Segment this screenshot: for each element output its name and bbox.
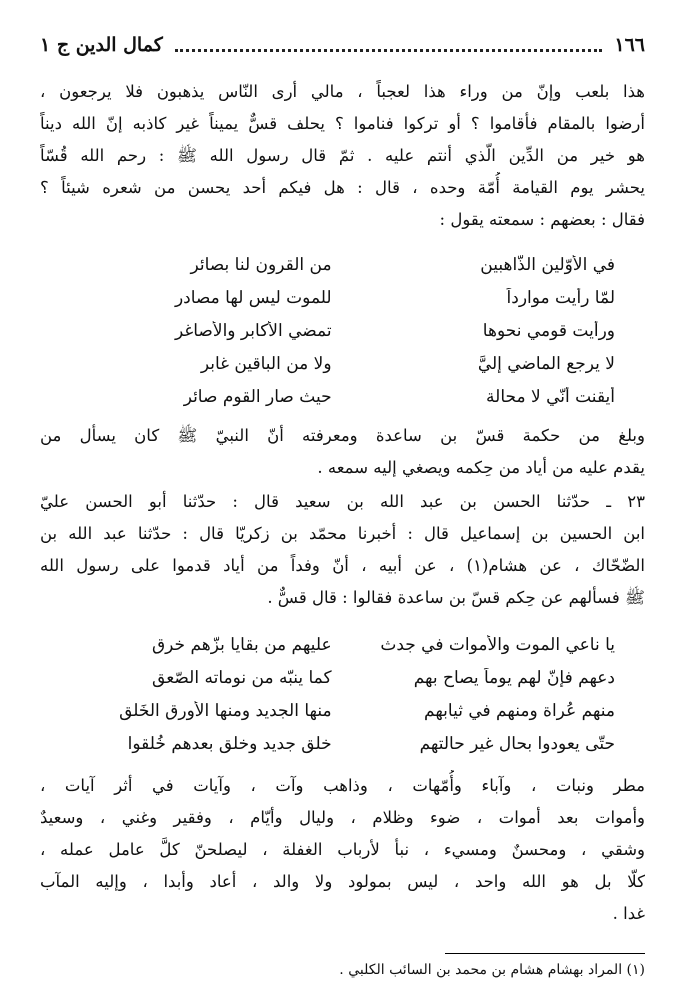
text-line: يقدم عليه من أياد من حِكمه ويصغي إليه سمعه . [317, 458, 645, 477]
verse [70, 380, 615, 413]
poem-2 [70, 628, 615, 760]
verse-first-hemistich: دعهم فإنّ لهم يوماً يصاح بهم [413, 667, 615, 688]
verse-second-hemistich: حيث صار القوم صائر [183, 386, 332, 407]
verse [70, 314, 615, 347]
verse-second-hemistich: ولا من الباقين غابر [200, 353, 332, 374]
text-line: ﷺ فسألهم عن حِكم قسّ بن ساعدة فقالوا : قال قسٌّ . [267, 588, 645, 607]
paragraph-4 [40, 770, 645, 930]
paragraph-2 [40, 420, 645, 484]
verse-first-hemistich: حتّى يعودوا بحال غير حالتهم [419, 733, 615, 754]
verse [70, 727, 615, 760]
poem-1 [70, 248, 615, 413]
verse-first-hemistich: لمّا رأيت موارداً [506, 287, 615, 308]
text-line: فقال : بعضهم : سمعته يقول : [439, 210, 645, 229]
verse-second-hemistich: كما ينبّه من نوماته الصّعق [152, 667, 332, 688]
verse-second-hemistich: تمضي الأكابر والأصاغر [174, 320, 332, 341]
text-line: مطر ونبات ، وآباء وأُمّهات ، وذاهب وآت ، وآيات في أثر آيات ، [40, 776, 645, 795]
verse-first-hemistich: في الأوّلين الذّاهبين [480, 254, 615, 275]
verse-first-hemistich: لا يرجع الماضي إليَّ [477, 353, 615, 374]
text-line: وأموات بعد أموات ، ضوء وظلام ، وليال وأيّام ، وفقير وغني ، وسعيدٌ [40, 808, 645, 827]
verse-first-hemistich: أيقنت أنّي لا محالة [486, 386, 615, 407]
verse [70, 628, 615, 661]
text-line: ٢٣ ـ حدّثنا الحسن بن عبد الله بن سعيد قال : حدّثنا أبو الحسن عليّ [40, 492, 645, 511]
header-dot-leader [175, 39, 603, 52]
text-line: الضّحّاك ، عن هشام(١) ، عن أبيه ، أنّ وفداً من أياد قدموا على رسول الله [40, 556, 645, 575]
text-line: غدا . [612, 904, 645, 923]
page-header [40, 30, 645, 60]
verse [70, 248, 615, 281]
footnote-divider [445, 953, 645, 954]
text-line: ابن الحسين بن إسماعيل قال : أخبرنا محمّد بن زكريّا قال : حدّثنا عبد الله بن [40, 524, 645, 543]
text-line: كلّا بل هو الله واحد ، ليس بمولود ولا والد ، أعاد وأبدا ، وإليه المآب [40, 872, 645, 891]
verse-second-hemistich: للموت ليس لها مصادر [174, 287, 332, 308]
paragraph-1 [40, 76, 645, 236]
text-line: يحشر يوم القيامة أُمّة وحده ، قال : هل فيكم أحد يحسن من شعره شيئاً ؟ [40, 178, 645, 197]
verse-second-hemistich: خلق جديد وخلق بعدهم خُلقوا [127, 733, 332, 754]
verse-second-hemistich: عليهم من بقايا بزّهم خرق [151, 634, 332, 655]
verse [70, 281, 615, 314]
text-line: وبلغ من حكمة قسّ بن ساعدة ومعرفته أنّ النبيّ ﷺ كان يسأل من [40, 426, 645, 445]
text-line: أرضوا بالمقام فأقاموا ؟ أو تركوا فناموا ؟ يحلف قسٌّ يميناً غير كاذبه إنّ الله ديناً [40, 114, 645, 133]
text-line: هو خير من الدِّين الّذي أنتم عليه . ثمّ قال رسول الله ﷺ : رحم الله قُسّاً [40, 146, 645, 165]
verse-second-hemistich: منها الجديد ومنها الأورق الخَلق [119, 700, 332, 721]
page-number: ١٦٦ [614, 34, 645, 56]
verse [70, 694, 615, 727]
text-line: هذا بلعب وإنّ من وراء هذا لعجباً ، مالي أرى النّاس يذهبون فلا يرجعون ، [40, 82, 645, 101]
verse-second-hemistich: من القرون لنا بصائر [190, 254, 332, 275]
verse-first-hemistich: يا ناعي الموت والأموات في جدث [380, 634, 615, 655]
paragraph-3 [40, 486, 645, 614]
verse-first-hemistich: ورأيت قومي نحوها [482, 320, 615, 341]
text-line: وشقي ، ومحسنٌ ومسيء ، نبأ لأرباب الغفلة ، ليصلحنّ كلَّ عامل عمله ، [40, 840, 645, 859]
footnote: (١) المراد بهشام هشام بن محمد بن السائب الكلبي . [339, 962, 645, 978]
verse-first-hemistich: منهم عُراة ومنهم في ثيابهم [424, 700, 615, 721]
verse [70, 661, 615, 694]
book-title: كمال الدين ج ١ [40, 34, 163, 56]
verse [70, 347, 615, 380]
